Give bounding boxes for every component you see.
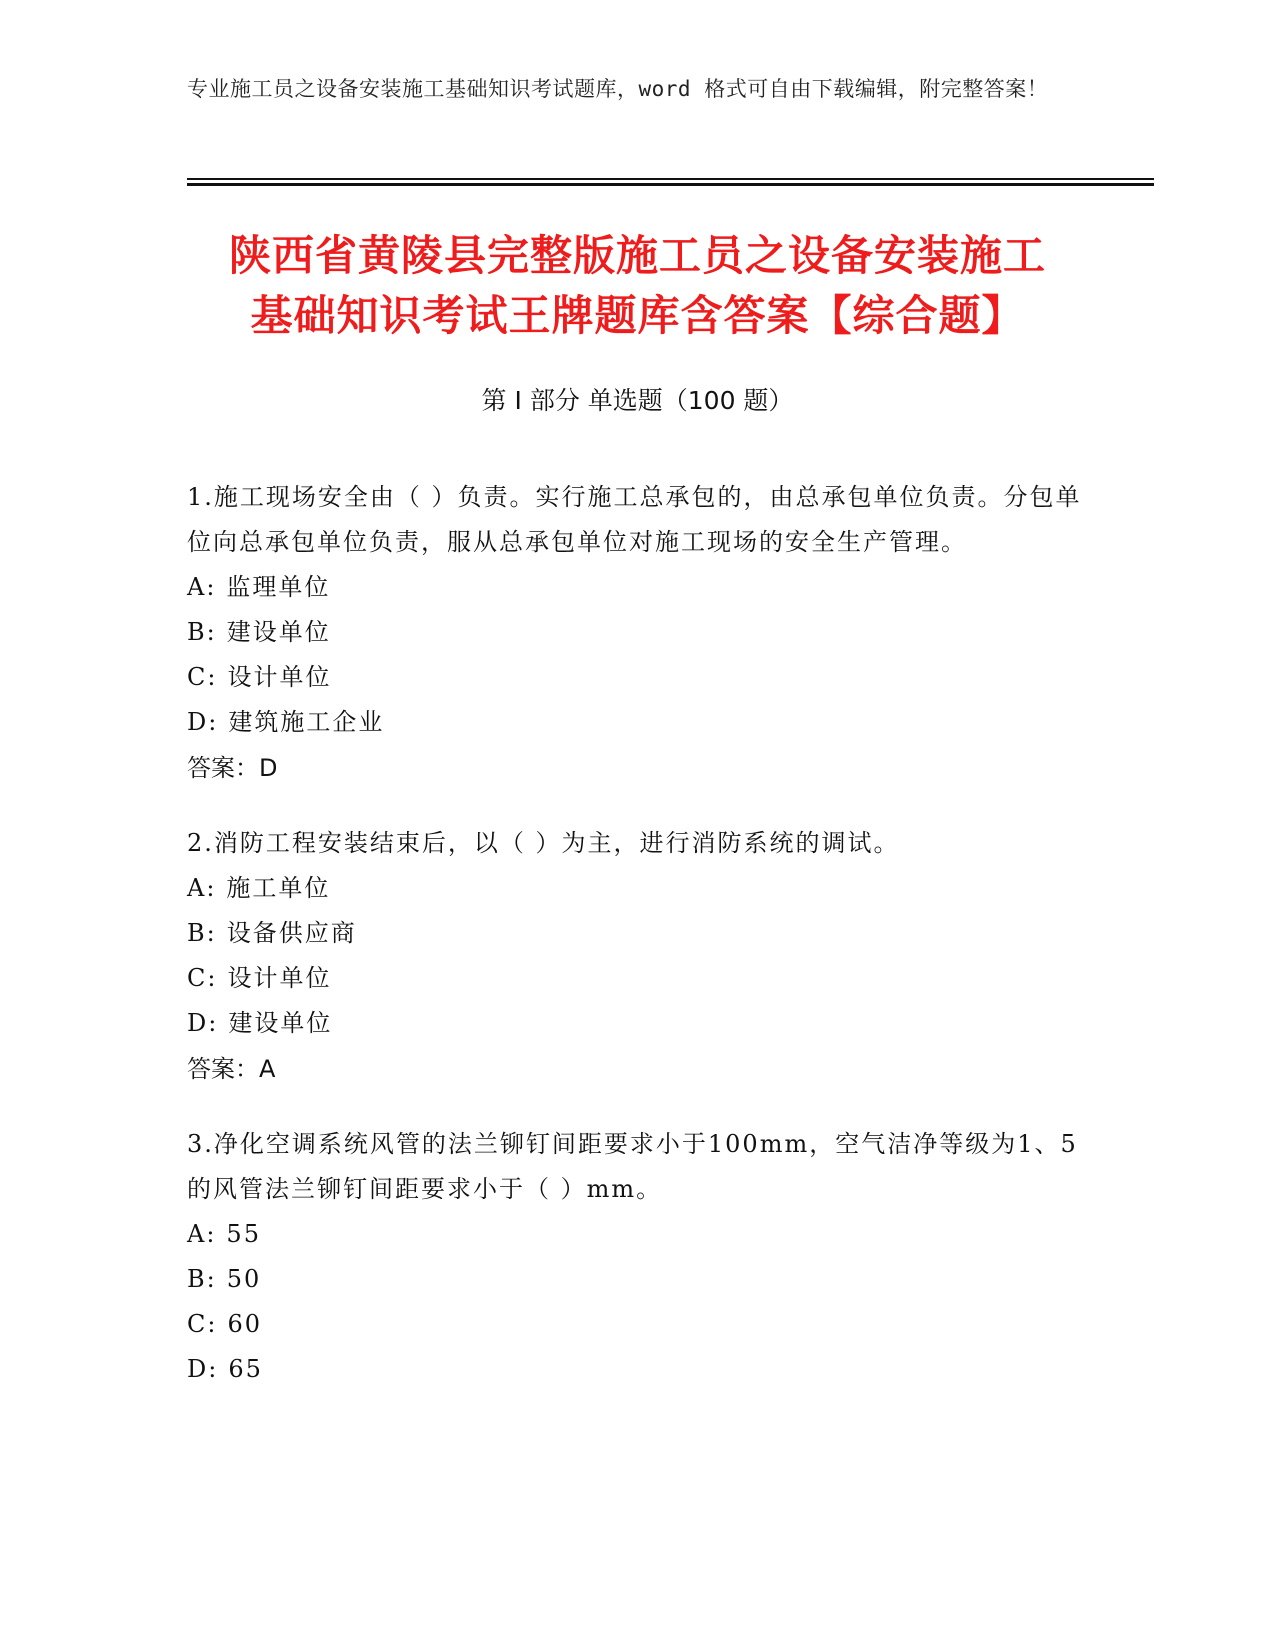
option-d	[187, 1001, 1087, 1046]
option-a	[187, 565, 1087, 610]
option-b	[187, 610, 1087, 655]
question-list	[187, 475, 1087, 1422]
option-text: 监理单位	[226, 573, 331, 601]
section-title: 第 I 部分 单选题（100 题）	[481, 386, 794, 415]
option-label: A:	[187, 1220, 217, 1248]
option-label: B:	[187, 919, 217, 947]
header-note: 专业施工员之设备安装施工基础知识考试题库，word 格式可自由下载编辑，附完整答案！	[187, 77, 1049, 101]
option-label: D:	[187, 1009, 219, 1037]
option-d	[187, 700, 1087, 745]
option-label: A:	[187, 573, 217, 601]
option-text: 设备供应商	[226, 919, 357, 947]
document-title-line-1: 陕西省黄陵县完整版施工员之设备安装施工	[228, 231, 1046, 280]
option-text: 60	[227, 1310, 262, 1338]
option-text: 建筑施工企业	[228, 708, 385, 736]
option-a	[187, 1212, 1087, 1257]
option-label: D:	[187, 1355, 219, 1383]
option-label: B:	[187, 1265, 217, 1293]
document-title	[160, 226, 1115, 346]
header-divider-thin	[187, 178, 1154, 180]
option-label: D:	[187, 708, 219, 736]
option-c	[187, 1302, 1087, 1347]
option-text: 55	[226, 1220, 261, 1248]
option-b	[187, 1257, 1087, 1302]
option-d	[187, 1347, 1087, 1392]
option-c	[187, 655, 1087, 700]
question-3	[187, 1122, 1087, 1392]
question-1	[187, 475, 1087, 791]
option-text: 50	[226, 1265, 262, 1293]
question-stem: 2.消防工程安装结束后，以（ ）为主，进行消防系统的调试。	[187, 829, 900, 857]
option-c	[187, 956, 1087, 1001]
option-b	[187, 911, 1087, 956]
option-text: 设计单位	[227, 663, 332, 691]
question-stem: 1.施工现场安全由（ ）负责。实行施工总承包的，由总承包单位负责。分包单位向总承包单位负责，服从总承包单位对施工现场的安全生产管理。	[187, 483, 1082, 556]
option-label: C:	[187, 663, 218, 691]
answer: 答案：A	[187, 1055, 276, 1083]
option-label: A:	[187, 874, 217, 902]
option-text: 建设单位	[228, 1009, 333, 1037]
question-stem: 3.净化空调系统风管的法兰铆钉间距要求小于100mm，空气洁净等级为1、5 的风管法兰铆钉间距要求小于（ ）mm。	[187, 1130, 1078, 1203]
option-label: C:	[187, 1310, 218, 1338]
option-a	[187, 866, 1087, 911]
option-label: C:	[187, 964, 218, 992]
question-2	[187, 821, 1087, 1092]
header-divider-thick	[187, 183, 1154, 186]
option-label: B:	[187, 618, 217, 646]
option-text: 建设单位	[226, 618, 331, 646]
answer: 答案：D	[187, 754, 278, 782]
option-text: 施工单位	[226, 874, 331, 902]
document-title-line-2: 基础知识考试王牌题库含答案【综合题】	[250, 291, 1025, 340]
option-text: 设计单位	[227, 964, 332, 992]
option-text: 65	[228, 1355, 263, 1383]
